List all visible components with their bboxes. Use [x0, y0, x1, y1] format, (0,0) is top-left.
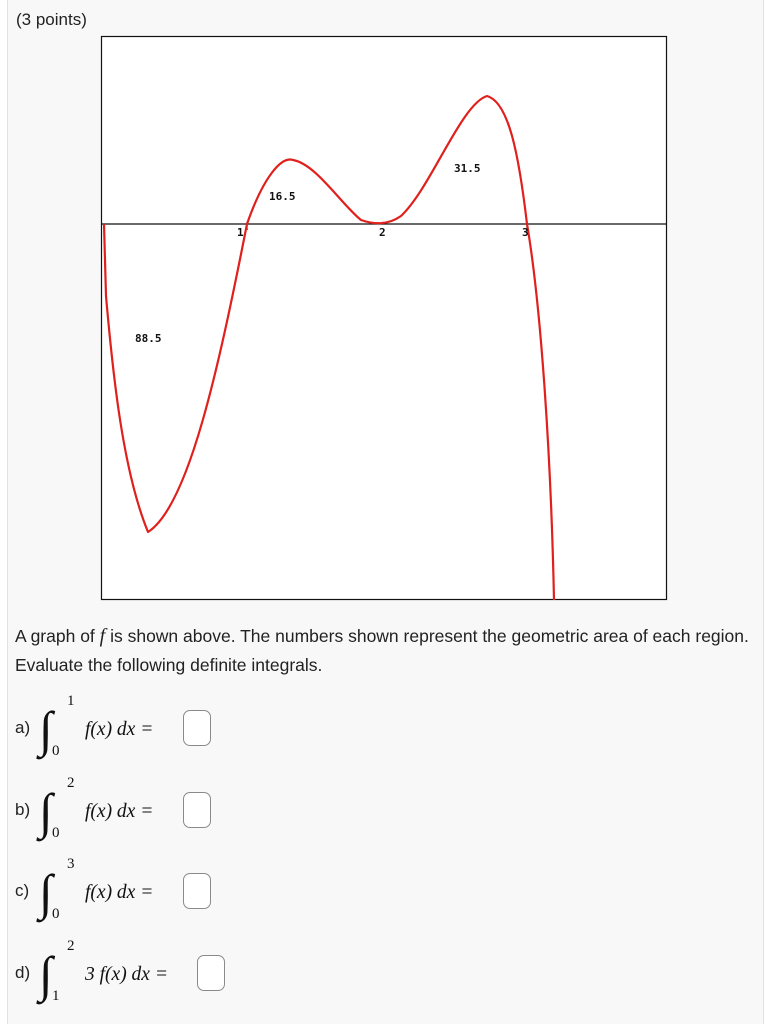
- x-tick-label-1: 1: [237, 226, 244, 239]
- integrand-expression: f(x) dx =: [85, 882, 154, 903]
- integral-sign-icon: ∫: [39, 701, 53, 757]
- integral-sign-icon: ∫: [39, 946, 53, 1002]
- function-graph: [101, 36, 667, 600]
- integrand-expression: f(x) dx =: [85, 719, 154, 740]
- integral-sign-icon: ∫: [39, 783, 53, 839]
- integrand-expression: f(x) dx =: [99, 964, 168, 985]
- lower-limit: 0: [52, 906, 60, 922]
- description-prefix: A graph of: [15, 626, 100, 646]
- x-tick-label-2: 2: [379, 226, 386, 239]
- integrand-expression: f(x) dx =: [85, 801, 154, 822]
- points-label: (3 points): [16, 10, 87, 29]
- question-label: d): [15, 963, 31, 982]
- answer-input-a[interactable]: [183, 710, 211, 746]
- x-tick-label-3: 3: [522, 226, 529, 239]
- lower-limit: 0: [52, 743, 60, 759]
- answer-input-d[interactable]: [197, 955, 225, 991]
- integrand: [85, 964, 168, 986]
- lower-limit: 1: [52, 988, 60, 1004]
- upper-limit: 3: [67, 856, 75, 872]
- question-c: [15, 853, 415, 933]
- answer-input-c[interactable]: [183, 873, 211, 909]
- integral-sign-icon: ∫: [39, 864, 53, 920]
- area-label-region-1: 88.5: [135, 332, 162, 345]
- question-b: [15, 772, 415, 852]
- description-suffix: is shown above. The numbers shown represent the geometric area of each region. Evaluate the following definite integrals.: [15, 626, 749, 675]
- function-name: f: [99, 625, 106, 647]
- integrand: [85, 719, 153, 741]
- problem-description: [15, 622, 755, 680]
- lower-limit: 0: [52, 825, 60, 841]
- answer-input-b[interactable]: [183, 792, 211, 828]
- question-label: b): [15, 800, 31, 819]
- integrand: [85, 882, 153, 904]
- upper-limit: 2: [67, 775, 75, 791]
- upper-limit: 1: [67, 693, 75, 709]
- coefficient: 3: [85, 964, 95, 985]
- question-label: a): [15, 718, 31, 737]
- area-label-region-3: 31.5: [454, 162, 481, 175]
- question-d: [15, 935, 415, 1015]
- question-label: c): [15, 881, 30, 900]
- area-label-region-2: 16.5: [269, 190, 296, 203]
- graph-frame: [102, 37, 667, 600]
- upper-limit: 2: [67, 938, 75, 954]
- question-a: [15, 690, 415, 770]
- integrand: [85, 801, 153, 823]
